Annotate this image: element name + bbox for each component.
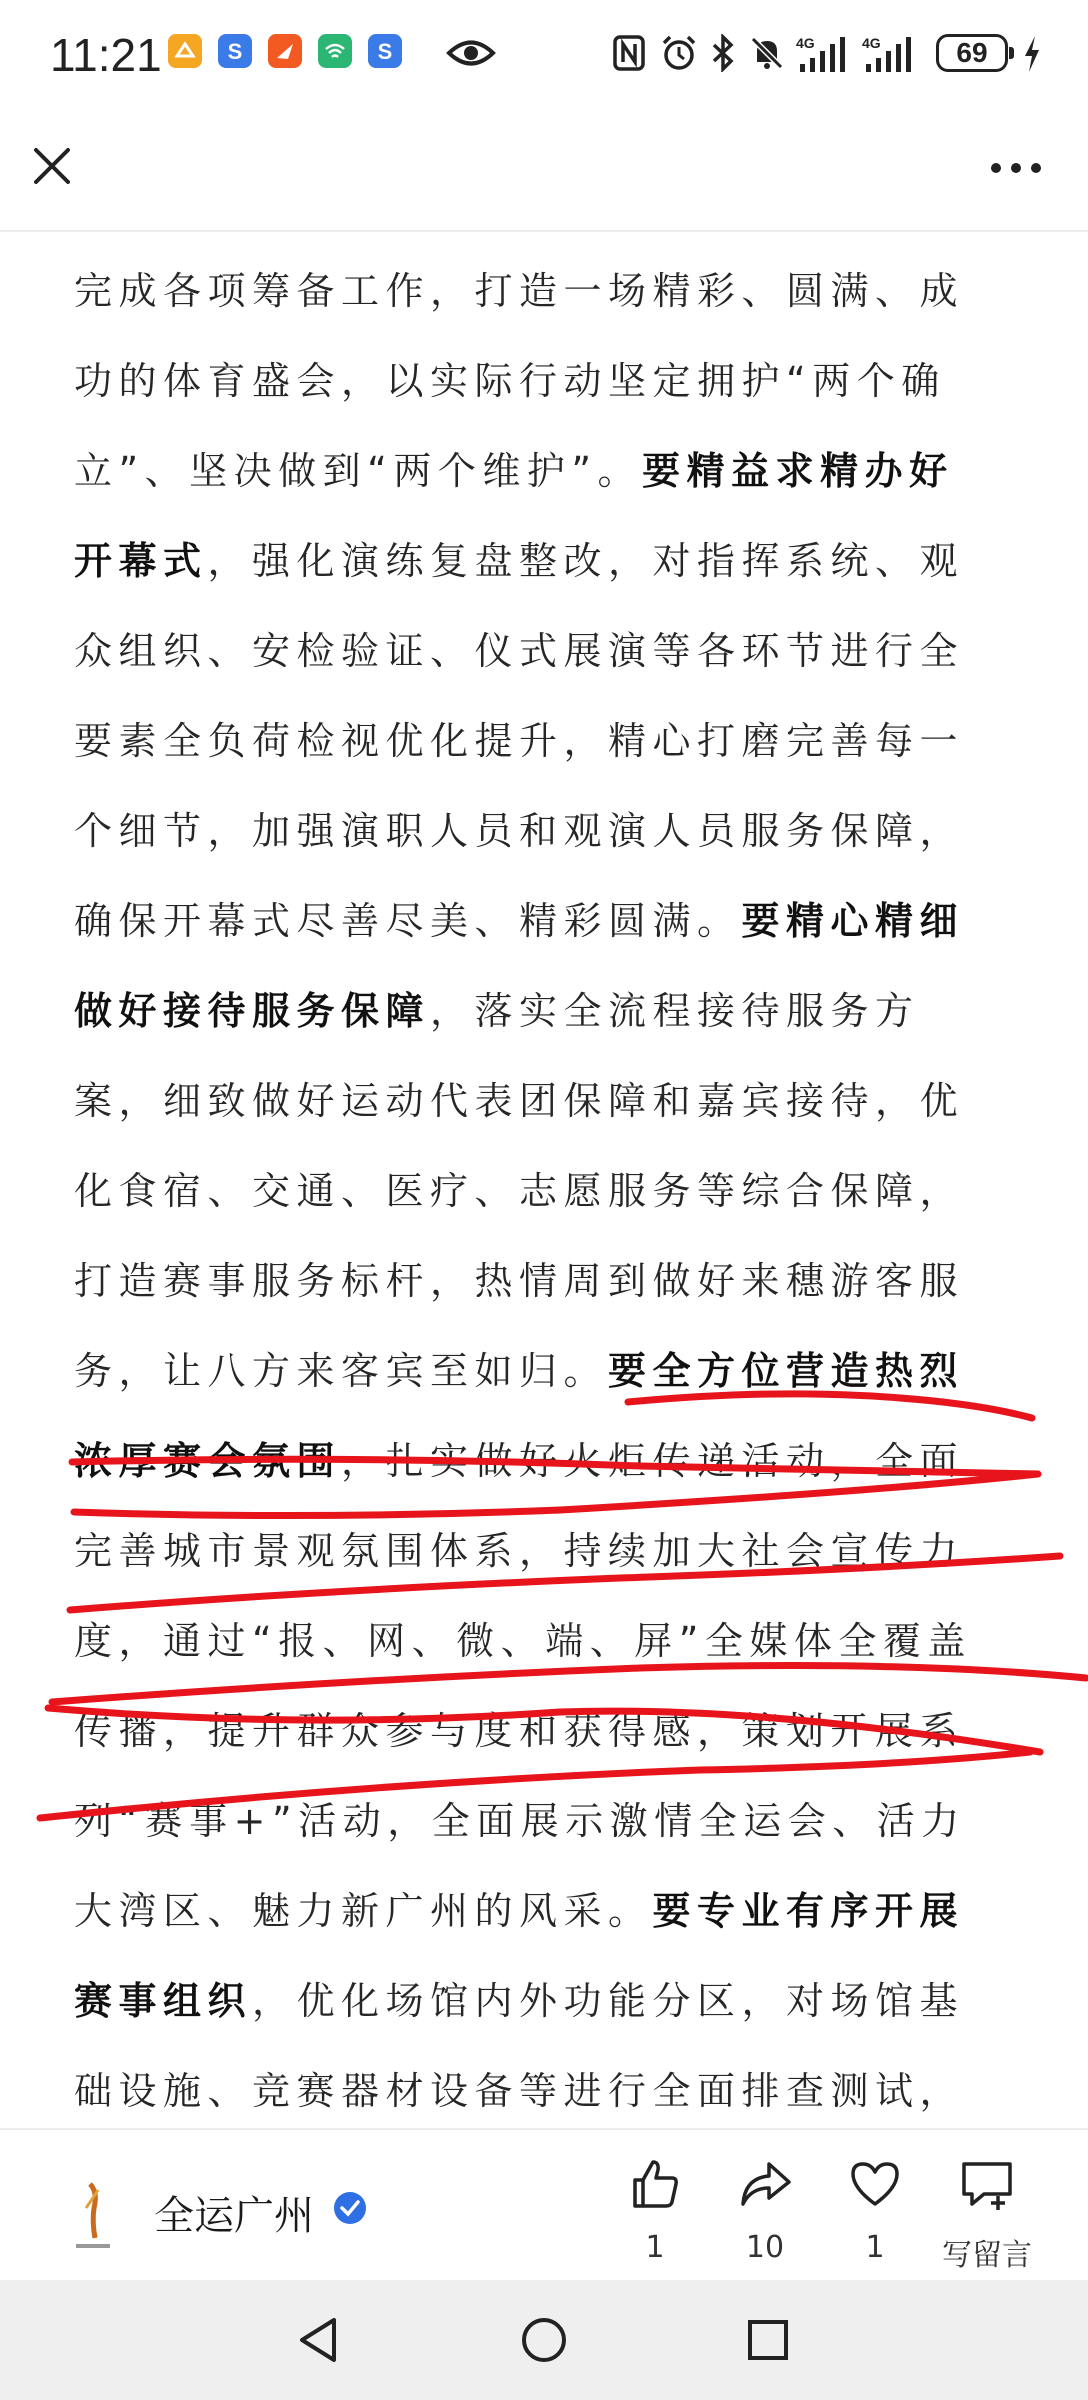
body-text: 完善城市景观氛围体系，持续加大社会宣传力 <box>74 1529 965 1573</box>
body-text: ，强化演练复盘整改，对指挥系统、观 <box>207 539 965 583</box>
bold-text: 浓厚赛会氛围 <box>74 1439 342 1483</box>
body-text: 务，让八方来客宾至如归。 <box>74 1349 609 1393</box>
body-text: 个细节，加强演职人员和观演人员服务保障， <box>74 809 965 853</box>
nfc-icon <box>612 34 646 76</box>
body-text: 确保开幕式尽善尽美、精彩圆满。 <box>74 899 742 943</box>
wifi-app-icon <box>318 34 352 68</box>
account-name[interactable]: 全运广州 <box>154 2193 314 2239</box>
article-line <box>74 1880 1014 1970</box>
body-text: 完成各项筹备工作，打造一场精彩、圆满、成 <box>74 269 965 313</box>
body-text: ，落实全流程接待服务方 <box>430 989 920 1033</box>
bold-text: 要精益求精办好 <box>642 449 954 493</box>
article-line <box>74 1970 1014 2060</box>
account-avatar[interactable] <box>68 2178 118 2258</box>
battery-indicator: 69 <box>936 34 1008 72</box>
comment-button[interactable] <box>932 2156 1042 2273</box>
bold-text: 要精心精细 <box>741 899 965 943</box>
favorite-count: 1 <box>865 2230 885 2265</box>
article-line <box>74 260 1014 350</box>
article-line <box>74 1160 1014 1250</box>
body-text: 案，细致做好运动代表团保障和嘉宾接待，优 <box>74 1079 965 1123</box>
article-line <box>74 710 1014 800</box>
article-line <box>74 1700 1014 1790</box>
article-line <box>74 530 1014 620</box>
verified-badge-icon <box>332 2190 368 2226</box>
svg-text:S: S <box>227 39 243 64</box>
article-line <box>74 1070 1014 1160</box>
body-text: ，扎实做好火炬传递活动，全面 <box>341 1439 965 1483</box>
recents-icon[interactable] <box>738 2310 798 2370</box>
body-text: 化食宿、交通、医疗、志愿服务等综合保障， <box>74 1169 965 1213</box>
soul-app-icon <box>168 34 202 68</box>
eye-icon <box>446 36 496 74</box>
top-nav-bar <box>0 110 1088 232</box>
system-nav-bar <box>0 2280 1088 2400</box>
article-line <box>74 1520 1014 1610</box>
svg-text:4G: 4G <box>862 35 881 51</box>
share-count: 10 <box>745 2230 785 2265</box>
body-text: 础设施、竞赛器材设备等进行全面排查测试， <box>74 2069 965 2113</box>
s-app-icon <box>218 34 252 68</box>
body-text: 打造赛事服务标杆，热情周到做好来穗游客服 <box>74 1259 965 1303</box>
article-line <box>74 890 1014 980</box>
thumbs-up-icon <box>627 2156 683 2212</box>
back-icon[interactable] <box>290 2310 350 2370</box>
article-line <box>74 440 1014 530</box>
charging-icon <box>1022 34 1042 78</box>
heart-icon <box>847 2156 903 2212</box>
body-text: 立”、坚决做到“两个维护”。 <box>74 449 643 493</box>
bold-text: 做好接待服务保障 <box>74 989 431 1033</box>
article-line <box>74 980 1014 1070</box>
svg-text:S: S <box>377 39 393 64</box>
article-body <box>74 260 1014 2150</box>
close-icon[interactable] <box>26 140 78 192</box>
more-icon[interactable] <box>986 148 1046 188</box>
article-line <box>74 350 1014 440</box>
favorite-button[interactable] <box>820 2156 930 2266</box>
body-text: 众组织、安检验证、仪式展演等各环节进行全 <box>74 629 965 673</box>
status-time: 11:21 <box>50 29 162 81</box>
article-line <box>74 1610 1014 1700</box>
article-line <box>74 1430 1014 1520</box>
bold-text: 要全方位营造热烈 <box>608 1349 965 1393</box>
article-line <box>74 1790 1014 1880</box>
like-button[interactable] <box>600 2156 710 2266</box>
s-app-icon-2 <box>368 34 402 68</box>
bold-text: 开幕式 <box>74 539 208 583</box>
body-text: ，优化场馆内外功能分区，对场馆基 <box>252 1979 965 2023</box>
article-line <box>74 800 1014 890</box>
mute-icon <box>748 34 786 76</box>
article-line <box>74 1250 1014 1340</box>
body-text: 功的体育盛会，以实际行动坚定拥护“两个确 <box>74 359 946 403</box>
comment-icon <box>958 2156 1016 2212</box>
signal-4g-icon-1 <box>796 34 848 78</box>
feishu-icon <box>268 34 302 68</box>
body-text: 度，通过“报、网、微、端、屏”全媒体全覆盖 <box>74 1619 972 1663</box>
body-text: 列“赛事+”活动，全面展示激情全运会、活力 <box>74 1799 966 1843</box>
body-text: 要素全负荷检视优化提升，精心打磨完善每一 <box>74 719 965 763</box>
bluetooth-icon <box>710 34 736 76</box>
home-icon[interactable] <box>514 2310 574 2370</box>
article-line <box>74 1340 1014 1430</box>
article-line <box>74 620 1014 710</box>
svg-text:4G: 4G <box>796 35 815 51</box>
share-arrow-icon <box>737 2156 793 2212</box>
comment-label: 写留言 <box>942 2238 1032 2273</box>
body-text: 大湾区、魅力新广州的风采。 <box>74 1889 653 1933</box>
bold-text: 赛事组织 <box>74 1979 253 2023</box>
body-text: 传播，提升群众参与度和获得感，策划开展系 <box>74 1709 965 1753</box>
bottom-action-bar <box>0 2128 1088 2280</box>
share-button[interactable] <box>710 2156 820 2266</box>
alarm-icon <box>660 34 698 76</box>
signal-4g-icon-2 <box>862 34 914 78</box>
bold-text: 要专业有序开展 <box>652 1889 965 1933</box>
status-bar <box>0 0 1088 110</box>
like-count: 1 <box>645 2230 665 2265</box>
